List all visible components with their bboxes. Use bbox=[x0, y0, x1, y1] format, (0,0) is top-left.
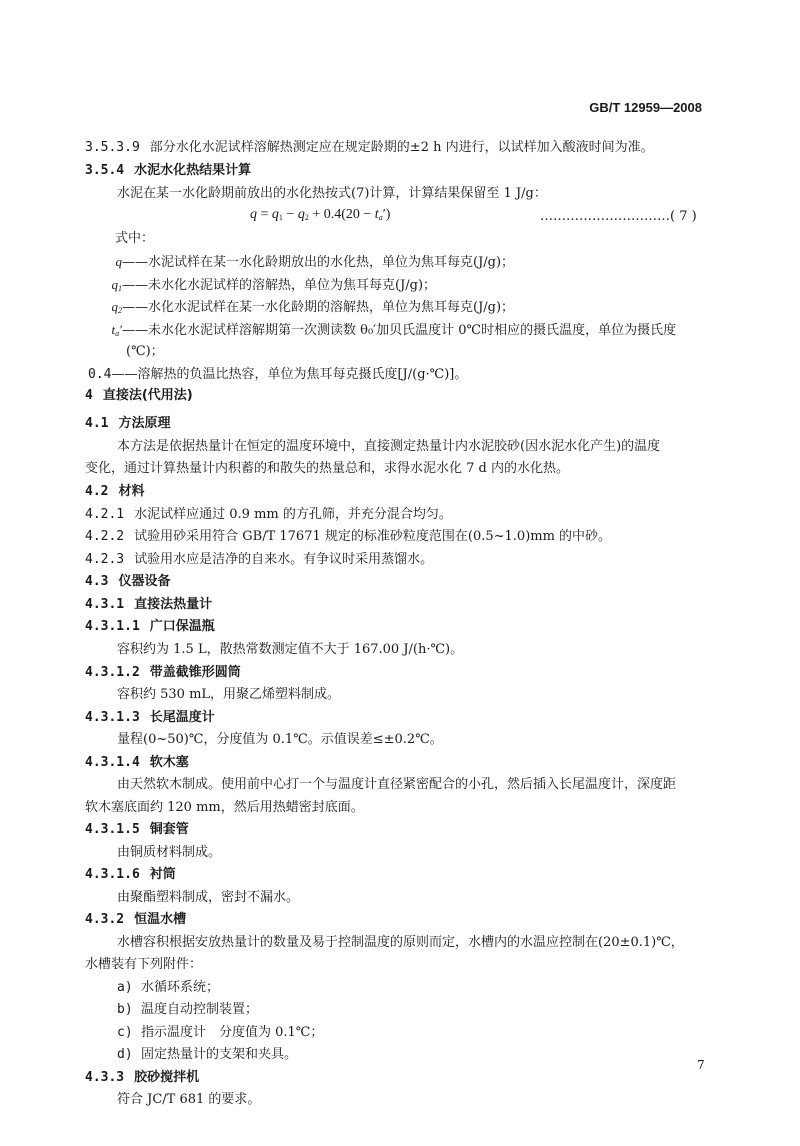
heading-4-3-1-1: 4.3.1.1 广口保温瓶 bbox=[85, 619, 215, 634]
clause-number: 3.5.3.9 bbox=[85, 140, 140, 155]
clause-4-2-2: 4.2.2 试验用砂采用符合 GB/T 17671 规定的标准砂粒度范围在(0.5~1.0)mm 的中砂。 bbox=[85, 529, 612, 544]
list-item-b: b) 温度自动控制装置； bbox=[117, 1002, 259, 1017]
heading-title: 水泥水化热结果计算 bbox=[134, 163, 252, 178]
heading-4-3-1: 4.3.1 直接法热量计 bbox=[85, 597, 213, 612]
equation-number: ( 7 ) bbox=[670, 209, 697, 224]
heading-4-3-1-4: 4.3.1.4 软木塞 bbox=[85, 755, 189, 770]
where-item-q1: $q_1——$未水化水泥试样的溶解热，单位为焦耳每克(J/g)； bbox=[111, 277, 437, 293]
where-item-q2: $q_2——$水化水泥试样在某一水化龄期的溶解热，单位为焦耳每克(J/g)； bbox=[111, 299, 515, 315]
clause-3-5-3-9 bbox=[85, 139, 654, 157]
para-4-3-1-4-line2: 软木塞底面约 120 mm，然后用热蜡密封底面。 bbox=[85, 800, 364, 815]
heading-4-3: 4.3 仪器设备 bbox=[85, 574, 171, 589]
heading-4-3-1-6: 4.3.1.6 衬筒 bbox=[85, 867, 176, 882]
para-4-3-2-line1: 水槽容积根据安放热量计的数量及易于控制温度的原则而定，水槽内的水温应控制在(20±0.1)℃， bbox=[117, 935, 684, 950]
heading-4-3-1-5: 4.3.1.5 铜套管 bbox=[85, 822, 189, 837]
heading-4-3-3: 4.3.3 胶砂搅拌机 bbox=[85, 1070, 200, 1085]
para-4-3-1-1: 容积约为 1.5 L，散热常数测定值不大于 167.00 J/(h·℃)。 bbox=[117, 642, 464, 657]
clause-4-2-1: 4.2.1 水泥试样应通过 0.9 mm 的方孔筛，并充分混合均匀。 bbox=[85, 507, 452, 522]
clause-number: 3.5.4 bbox=[85, 163, 125, 178]
heading-4-3-1-2: 4.3.1.2 带盖截锥形圆筒 bbox=[85, 665, 241, 680]
where-item-ta-cont: (℃)； bbox=[126, 344, 164, 359]
heading-4: 4 直接法(代用法) bbox=[85, 388, 193, 403]
para-4-3-1-2: 容积约 530 mL，用聚乙烯塑料制成。 bbox=[117, 687, 341, 702]
where-item-ta: $t_a'——$未水化水泥试样溶解期第一次测读数 θ₀′加贝氏温度计 0℃时相应的摄氏温度，单位为摄氏度 bbox=[111, 322, 677, 338]
para-4-3-1-3: 量程(0~50)℃，分度值为 0.1℃。示值误差≤±0.2℃。 bbox=[117, 732, 443, 747]
para-4-1-line1: 本方法是依据热量计在恒定的温度环境中，直接测定热量计内水泥胶砂(因水泥水化产生)的温度 bbox=[117, 439, 661, 454]
standard-code: GB/T 12959—2008 bbox=[589, 100, 702, 115]
list-item-a: a) 水循环系统； bbox=[117, 980, 220, 995]
heading-4-3-1-3: 4.3.1.3 长尾温度计 bbox=[85, 710, 215, 725]
heading-4-3-2: 4.3.2 恒温水槽 bbox=[85, 912, 187, 927]
para-4-3-1-5: 由铜质材料制成。 bbox=[117, 845, 222, 860]
list-item-c: c) 指示温度计 分度值为 0.1℃； bbox=[117, 1025, 324, 1040]
list-item-d: d) 固定热量计的支架和夹具。 bbox=[117, 1047, 298, 1062]
formula-leader: …………………………( 7 ) bbox=[540, 209, 697, 224]
where-label: 式中： bbox=[115, 231, 155, 246]
heading-4-1: 4.1 方法原理 bbox=[85, 416, 171, 431]
heading-4-2: 4.2 材料 bbox=[85, 484, 145, 499]
clause-4-2-3: 4.2.3 试验用水应是洁净的自来水。有争议时采用蒸馏水。 bbox=[85, 552, 434, 567]
where-item-q: q——水泥试样在某一水化龄期放出的水化热，单位为焦耳每克(J/g)； bbox=[115, 254, 515, 270]
page-number: 7 bbox=[697, 1058, 705, 1072]
para-4-3-2-line2: 水槽装有下列附件： bbox=[85, 957, 203, 972]
para-4-3-1-4-line1: 由天然软木制成。使用前中心打一个与温度计直径紧密配合的小孔，然后插入长尾温度计，深度距 bbox=[117, 777, 677, 792]
clause-text: 部分水化水泥试样溶解热测定应在规定龄期的±2 h 内进行，以试样加入酸液时间为准。 bbox=[149, 140, 654, 155]
calc-intro: 水泥在某一水化龄期前放出的水化热按式(7)计算，计算结果保留至 1 J/g： bbox=[117, 186, 547, 201]
para-4-1-line2: 变化，通过计算热量计内积蓄的和散失的热量总和，求得水泥水化 7 d 内的水化热。 bbox=[85, 461, 569, 476]
formula-7: $q = q_1 - q_2 + 0.4(20 - t_a')$ bbox=[250, 207, 391, 222]
para-4-3-3: 符合 JC/T 681 的要求。 bbox=[117, 1092, 261, 1107]
where-item-0-4: 0.4——溶解热的负温比热容，单位为焦耳每克摄氏度[J/(g·℃)]。 bbox=[88, 367, 468, 382]
heading-3-5-4 bbox=[85, 162, 251, 180]
para-4-3-1-6: 由聚酯塑料制成，密封不漏水。 bbox=[117, 890, 300, 905]
